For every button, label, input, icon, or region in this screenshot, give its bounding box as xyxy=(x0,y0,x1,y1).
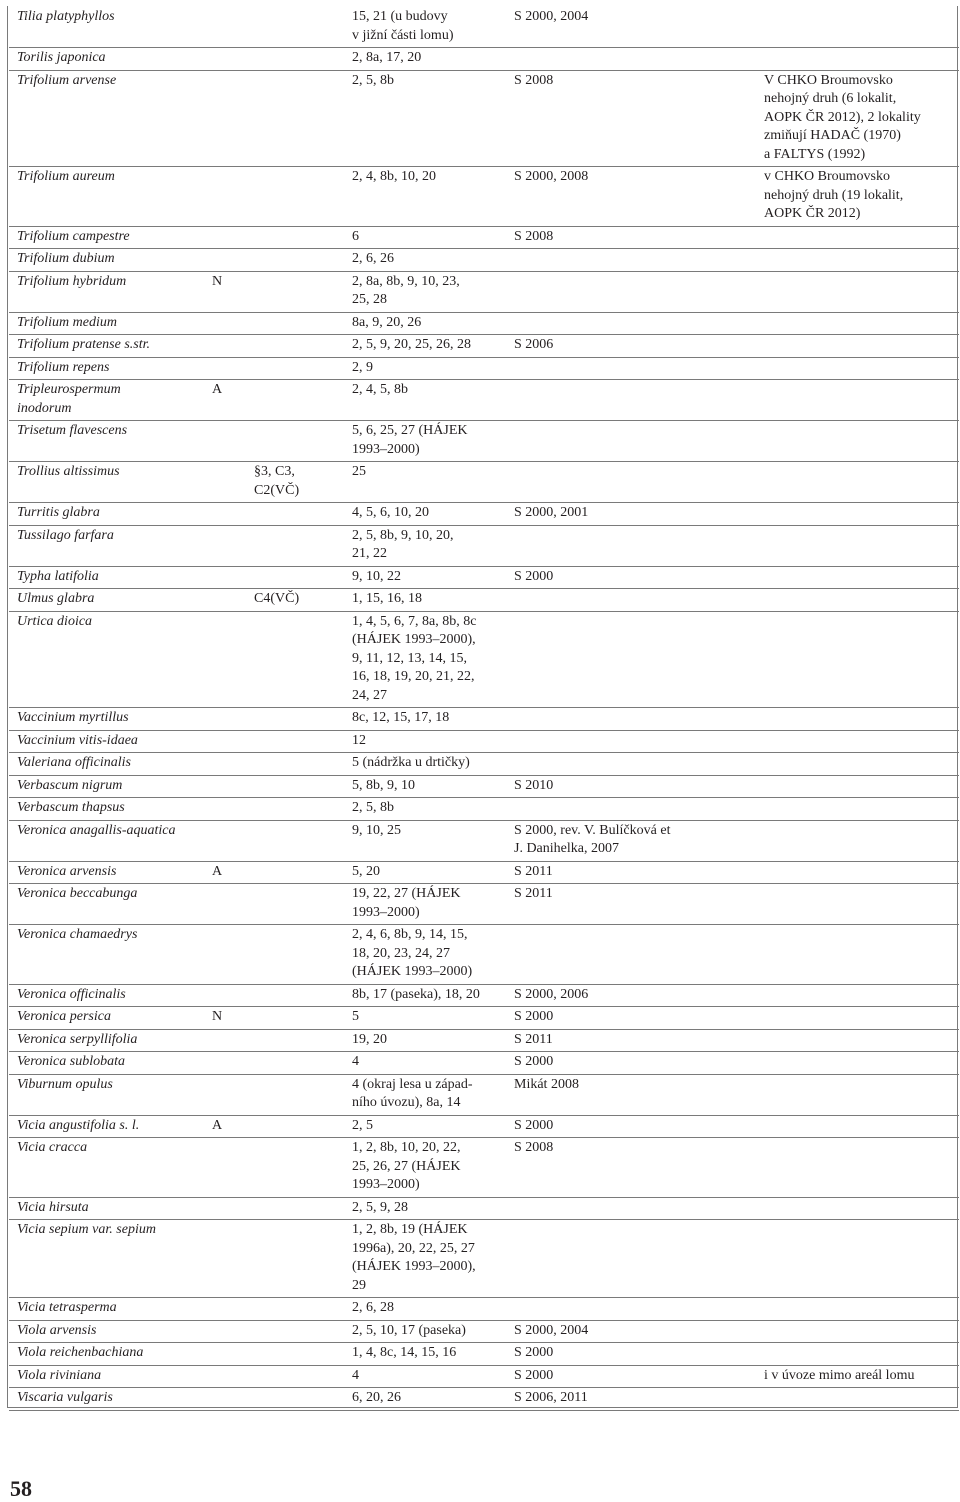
source-reference: S 2010 xyxy=(506,775,756,798)
note xyxy=(756,1220,959,1298)
table-row xyxy=(9,798,959,821)
status-code xyxy=(204,1074,246,1115)
protection-category xyxy=(246,525,344,566)
note xyxy=(756,1197,959,1220)
source-reference: S 2000 xyxy=(506,1343,756,1366)
protection-category xyxy=(246,820,344,861)
note: i v úvoze mimo areál lomu xyxy=(756,1365,959,1388)
source-reference xyxy=(506,708,756,731)
protection-category xyxy=(246,271,344,312)
note xyxy=(756,271,959,312)
source-reference xyxy=(506,380,756,421)
species-name: Veronica chamaedrys xyxy=(9,925,204,985)
source-reference: S 2000, 2006 xyxy=(506,984,756,1007)
localities: 2, 5, 10, 17 (paseka) xyxy=(344,1320,506,1343)
note xyxy=(756,48,959,71)
table-row xyxy=(9,48,959,71)
species-name: Viola riviniana xyxy=(9,1365,204,1388)
protection-category xyxy=(246,167,344,227)
localities: 1, 2, 8b, 19 (HÁJEK 1996a), 20, 22, 25, 27 (HÁJEK 1993–2000), 29 xyxy=(344,1220,506,1298)
source-reference: S 2006, 2011 xyxy=(506,1388,756,1411)
note xyxy=(756,357,959,380)
localities: 2, 6, 26 xyxy=(344,249,506,272)
note xyxy=(756,1115,959,1138)
source-reference xyxy=(506,798,756,821)
table-row xyxy=(9,1007,959,1030)
status-code xyxy=(204,1220,246,1298)
table-row xyxy=(9,925,959,985)
note xyxy=(756,1029,959,1052)
status-code: A xyxy=(204,380,246,421)
source-reference xyxy=(506,249,756,272)
protection-category xyxy=(246,730,344,753)
localities: 2, 8a, 17, 20 xyxy=(344,48,506,71)
note xyxy=(756,820,959,861)
status-code xyxy=(204,1388,246,1411)
localities: 12 xyxy=(344,730,506,753)
species-name: Veronica beccabunga xyxy=(9,884,204,925)
source-reference: Mikát 2008 xyxy=(506,1074,756,1115)
note xyxy=(756,1320,959,1343)
protection-category xyxy=(246,335,344,358)
table-row xyxy=(9,421,959,462)
protection-category xyxy=(246,775,344,798)
protection-category xyxy=(246,312,344,335)
species-name: Vicia sepium var. sepium xyxy=(9,1220,204,1298)
note xyxy=(756,1343,959,1366)
protection-category xyxy=(246,1074,344,1115)
status-code xyxy=(204,503,246,526)
protection-category xyxy=(246,357,344,380)
protection-category xyxy=(246,6,344,48)
status-code xyxy=(204,249,246,272)
species-table xyxy=(9,6,959,1411)
species-name: Trifolium medium xyxy=(9,312,204,335)
species-name: Typha latifolia xyxy=(9,566,204,589)
source-reference: S 2000 xyxy=(506,1052,756,1075)
species-name: Viscaria vulgaris xyxy=(9,1388,204,1411)
note xyxy=(756,1298,959,1321)
status-code xyxy=(204,1298,246,1321)
note xyxy=(756,925,959,985)
status-code xyxy=(204,798,246,821)
note xyxy=(756,462,959,503)
protection-category xyxy=(246,421,344,462)
note xyxy=(756,861,959,884)
species-name: Veronica persica xyxy=(9,1007,204,1030)
status-code xyxy=(204,589,246,612)
source-reference xyxy=(506,1220,756,1298)
source-reference: S 2006 xyxy=(506,335,756,358)
status-code xyxy=(204,708,246,731)
note xyxy=(756,566,959,589)
status-code xyxy=(204,753,246,776)
localities: 6 xyxy=(344,226,506,249)
species-name: Veronica sublobata xyxy=(9,1052,204,1075)
table-row xyxy=(9,167,959,227)
table-row xyxy=(9,884,959,925)
table-row xyxy=(9,1298,959,1321)
protection-category xyxy=(246,1052,344,1075)
source-reference: S 2000 xyxy=(506,1365,756,1388)
localities: 2, 9 xyxy=(344,357,506,380)
source-reference: S 2000, 2004 xyxy=(506,1320,756,1343)
localities: 9, 10, 22 xyxy=(344,566,506,589)
status-code xyxy=(204,226,246,249)
note xyxy=(756,884,959,925)
species-name: Trifolium repens xyxy=(9,357,204,380)
status-code xyxy=(204,48,246,71)
protection-category xyxy=(246,884,344,925)
localities: 2, 5, 8b xyxy=(344,798,506,821)
source-reference xyxy=(506,357,756,380)
status-code xyxy=(204,925,246,985)
table-row xyxy=(9,357,959,380)
table-row xyxy=(9,730,959,753)
localities: 2, 8a, 8b, 9, 10, 23, 25, 28 xyxy=(344,271,506,312)
table-row xyxy=(9,1138,959,1198)
table-row xyxy=(9,1197,959,1220)
table-row xyxy=(9,1052,959,1075)
table-row xyxy=(9,1320,959,1343)
localities: 4 xyxy=(344,1052,506,1075)
source-reference xyxy=(506,421,756,462)
note xyxy=(756,775,959,798)
species-name: Ulmus glabra xyxy=(9,589,204,612)
species-name: Veronica anagallis-aquatica xyxy=(9,820,204,861)
note xyxy=(756,984,959,1007)
table-row xyxy=(9,462,959,503)
status-code xyxy=(204,984,246,1007)
table-row xyxy=(9,1220,959,1298)
species-name: Turritis glabra xyxy=(9,503,204,526)
source-reference: S 2000, 2001 xyxy=(506,503,756,526)
note xyxy=(756,335,959,358)
page-number: 58 xyxy=(10,1476,32,1501)
note xyxy=(756,503,959,526)
table-row xyxy=(9,312,959,335)
localities: 4, 5, 6, 10, 20 xyxy=(344,503,506,526)
species-name: Trifolium dubium xyxy=(9,249,204,272)
protection-category xyxy=(246,70,344,167)
source-reference xyxy=(506,1298,756,1321)
note: v CHKO Broumovsko nehojný druh (19 lokalit, AOPK ČR 2012) xyxy=(756,167,959,227)
protection-category xyxy=(246,226,344,249)
source-reference xyxy=(506,525,756,566)
protection-category xyxy=(246,1220,344,1298)
localities: 9, 10, 25 xyxy=(344,820,506,861)
table-row xyxy=(9,861,959,884)
protection-category xyxy=(246,1197,344,1220)
source-reference: S 2011 xyxy=(506,1029,756,1052)
species-name: Viola reichenbachiana xyxy=(9,1343,204,1366)
source-reference xyxy=(506,611,756,708)
source-reference: S 2000 xyxy=(506,1007,756,1030)
protection-category xyxy=(246,1320,344,1343)
species-name: Veronica serpyllifolia xyxy=(9,1029,204,1052)
protection-category xyxy=(246,48,344,71)
localities: 5, 20 xyxy=(344,861,506,884)
species-name: Verbascum thapsus xyxy=(9,798,204,821)
status-code xyxy=(204,820,246,861)
protection-category xyxy=(246,1138,344,1198)
status-code xyxy=(204,775,246,798)
species-name: Vicia cracca xyxy=(9,1138,204,1198)
species-name: Tilia platyphyllos xyxy=(9,6,204,48)
protection-category xyxy=(246,1298,344,1321)
status-code xyxy=(204,1365,246,1388)
species-name: Trollius altissimus xyxy=(9,462,204,503)
table-row xyxy=(9,380,959,421)
protection-category xyxy=(246,753,344,776)
status-code: N xyxy=(204,271,246,312)
localities: 25 xyxy=(344,462,506,503)
species-name: Viburnum opulus xyxy=(9,1074,204,1115)
localities: 4 xyxy=(344,1365,506,1388)
note xyxy=(756,1138,959,1198)
localities: 5 (nádržka u drtičky) xyxy=(344,753,506,776)
note xyxy=(756,249,959,272)
protection-category xyxy=(246,798,344,821)
note xyxy=(756,421,959,462)
table-row xyxy=(9,1029,959,1052)
table-row xyxy=(9,566,959,589)
source-reference: S 2008 xyxy=(506,226,756,249)
status-code xyxy=(204,335,246,358)
protection-category xyxy=(246,503,344,526)
status-code xyxy=(204,6,246,48)
localities: 5, 8b, 9, 10 xyxy=(344,775,506,798)
species-name: Trifolium arvense xyxy=(9,70,204,167)
localities: 2, 4, 6, 8b, 9, 14, 15, 18, 20, 23, 24, 27 (HÁJEK 1993–2000) xyxy=(344,925,506,985)
note xyxy=(756,611,959,708)
note xyxy=(756,1388,959,1411)
table-row xyxy=(9,525,959,566)
localities: 1, 15, 16, 18 xyxy=(344,589,506,612)
protection-category xyxy=(246,1388,344,1411)
note xyxy=(756,589,959,612)
status-code xyxy=(204,462,246,503)
status-code xyxy=(204,566,246,589)
source-reference: S 2000, 2004 xyxy=(506,6,756,48)
species-name: Trifolium aureum xyxy=(9,167,204,227)
source-reference xyxy=(506,48,756,71)
localities: 2, 4, 8b, 10, 20 xyxy=(344,167,506,227)
localities: 8b, 17 (paseka), 18, 20 xyxy=(344,984,506,1007)
species-name: Trifolium campestre xyxy=(9,226,204,249)
table-row xyxy=(9,1365,959,1388)
species-name: Trifolium pratense s.str. xyxy=(9,335,204,358)
source-reference xyxy=(506,1197,756,1220)
localities: 2, 5, 8b xyxy=(344,70,506,167)
source-reference xyxy=(506,753,756,776)
localities: 2, 5, 9, 20, 25, 26, 28 xyxy=(344,335,506,358)
localities: 5 xyxy=(344,1007,506,1030)
table-row xyxy=(9,70,959,167)
protection-category xyxy=(246,925,344,985)
source-reference xyxy=(506,730,756,753)
status-code xyxy=(204,884,246,925)
localities: 2, 6, 28 xyxy=(344,1298,506,1321)
species-name: Veronica officinalis xyxy=(9,984,204,1007)
protection-category xyxy=(246,861,344,884)
localities: 2, 5, 8b, 9, 10, 20, 21, 22 xyxy=(344,525,506,566)
status-code xyxy=(204,1197,246,1220)
protection-category xyxy=(246,1007,344,1030)
table-row xyxy=(9,589,959,612)
status-code: N xyxy=(204,1007,246,1030)
species-name: Urtica dioica xyxy=(9,611,204,708)
note: V CHKO Broumovsko nehojný druh (6 lokalit, AOPK ČR 2012), 2 lokality zmiňují HADAČ (1970) a FALTYS (1992) xyxy=(756,70,959,167)
protection-category xyxy=(246,1115,344,1138)
note xyxy=(756,525,959,566)
table-row xyxy=(9,820,959,861)
table-row xyxy=(9,335,959,358)
table-row xyxy=(9,611,959,708)
note xyxy=(756,6,959,48)
source-reference: S 2000, rev. V. Bulíčková et J. Danihelka, 2007 xyxy=(506,820,756,861)
status-code xyxy=(204,167,246,227)
status-code xyxy=(204,1029,246,1052)
species-name: Viola arvensis xyxy=(9,1320,204,1343)
species-name: Verbascum nigrum xyxy=(9,775,204,798)
table-row xyxy=(9,775,959,798)
localities: 5, 6, 25, 27 (HÁJEK 1993–2000) xyxy=(344,421,506,462)
localities: 2, 5, 9, 28 xyxy=(344,1197,506,1220)
status-code xyxy=(204,611,246,708)
source-reference xyxy=(506,312,756,335)
table-row xyxy=(9,249,959,272)
source-reference: S 2000, 2008 xyxy=(506,167,756,227)
source-reference: S 2000 xyxy=(506,1115,756,1138)
species-name: Tussilago farfara xyxy=(9,525,204,566)
status-code xyxy=(204,1138,246,1198)
table-row xyxy=(9,271,959,312)
status-code: A xyxy=(204,861,246,884)
note xyxy=(756,798,959,821)
status-code xyxy=(204,70,246,167)
localities: 19, 20 xyxy=(344,1029,506,1052)
status-code xyxy=(204,1052,246,1075)
status-code xyxy=(204,1320,246,1343)
source-reference xyxy=(506,589,756,612)
source-reference: S 2000 xyxy=(506,566,756,589)
table-row xyxy=(9,226,959,249)
protection-category xyxy=(246,380,344,421)
source-reference xyxy=(506,271,756,312)
species-name: Vicia hirsuta xyxy=(9,1197,204,1220)
source-reference xyxy=(506,462,756,503)
species-name: Valeriana officinalis xyxy=(9,753,204,776)
protection-category: §3, C3, C2(VČ) xyxy=(246,462,344,503)
protection-category xyxy=(246,611,344,708)
localities: 1, 4, 8c, 14, 15, 16 xyxy=(344,1343,506,1366)
status-code xyxy=(204,421,246,462)
note xyxy=(756,226,959,249)
note xyxy=(756,380,959,421)
table-row xyxy=(9,984,959,1007)
note xyxy=(756,708,959,731)
status-code xyxy=(204,357,246,380)
note xyxy=(756,1007,959,1030)
table-row xyxy=(9,6,959,48)
species-name: Vicia angustifolia s. l. xyxy=(9,1115,204,1138)
species-name: Vaccinium vitis-idaea xyxy=(9,730,204,753)
localities: 15, 21 (u budovy v jižní části lomu) xyxy=(344,6,506,48)
table-row xyxy=(9,1115,959,1138)
table-row xyxy=(9,503,959,526)
protection-category xyxy=(246,1365,344,1388)
localities: 1, 2, 8b, 10, 20, 22, 25, 26, 27 (HÁJEK 1993–2000) xyxy=(344,1138,506,1198)
table-row xyxy=(9,1074,959,1115)
note xyxy=(756,730,959,753)
protection-category xyxy=(246,984,344,1007)
table-row xyxy=(9,1343,959,1366)
localities: 2, 4, 5, 8b xyxy=(344,380,506,421)
source-reference: S 2011 xyxy=(506,861,756,884)
status-code: A xyxy=(204,1115,246,1138)
species-name: Torilis japonica xyxy=(9,48,204,71)
protection-category xyxy=(246,1343,344,1366)
status-code xyxy=(204,730,246,753)
table-row xyxy=(9,753,959,776)
status-code xyxy=(204,525,246,566)
localities: 6, 20, 26 xyxy=(344,1388,506,1411)
source-reference: S 2011 xyxy=(506,884,756,925)
note xyxy=(756,1052,959,1075)
source-reference: S 2008 xyxy=(506,1138,756,1198)
table-row xyxy=(9,708,959,731)
species-name: Trisetum flavescens xyxy=(9,421,204,462)
localities: 2, 5 xyxy=(344,1115,506,1138)
species-name: Trifolium hybridum xyxy=(9,271,204,312)
table-row xyxy=(9,1388,959,1411)
localities: 8a, 9, 20, 26 xyxy=(344,312,506,335)
source-reference: S 2008 xyxy=(506,70,756,167)
note xyxy=(756,1074,959,1115)
source-reference xyxy=(506,925,756,985)
protection-category xyxy=(246,708,344,731)
species-name: Tripleurospermum inodorum xyxy=(9,380,204,421)
status-code xyxy=(204,1343,246,1366)
protection-category xyxy=(246,1029,344,1052)
note xyxy=(756,312,959,335)
status-code xyxy=(204,312,246,335)
localities: 4 (okraj lesa u západ- ního úvozu), 8a, 14 xyxy=(344,1074,506,1115)
localities: 8c, 12, 15, 17, 18 xyxy=(344,708,506,731)
protection-category: C4(VČ) xyxy=(246,589,344,612)
note xyxy=(756,753,959,776)
species-name: Veronica arvensis xyxy=(9,861,204,884)
species-name: Vaccinium myrtillus xyxy=(9,708,204,731)
species-name: Vicia tetrasperma xyxy=(9,1298,204,1321)
protection-category xyxy=(246,249,344,272)
protection-category xyxy=(246,566,344,589)
localities: 19, 22, 27 (HÁJEK 1993–2000) xyxy=(344,884,506,925)
localities: 1, 4, 5, 6, 7, 8a, 8b, 8c (HÁJEK 1993–2000), 9, 11, 12, 13, 14, 15, 16, 18, 19, 20, 21, 22, 24, 27 xyxy=(344,611,506,708)
